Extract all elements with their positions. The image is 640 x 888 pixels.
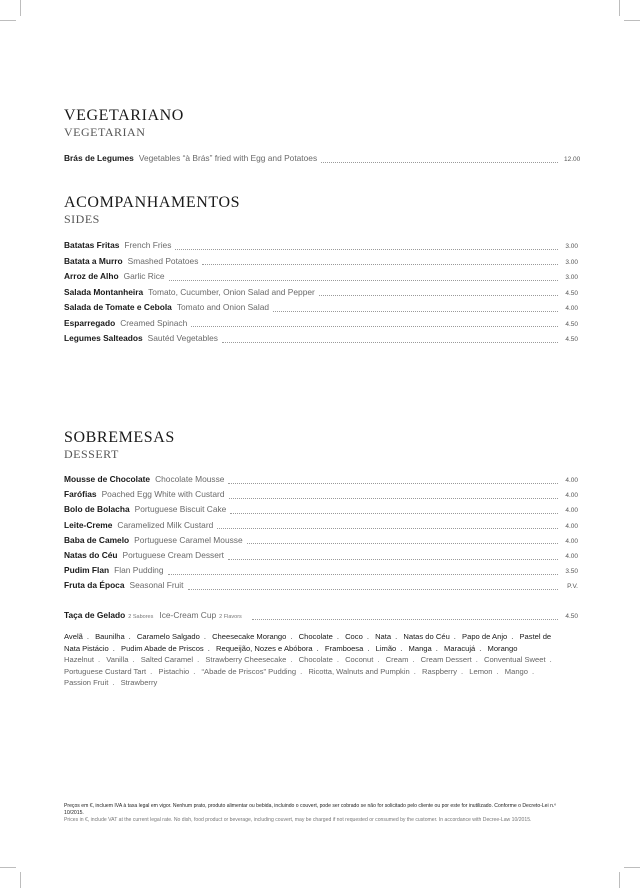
flavor-item: Ricotta, Walnuts and Pumpkin (308, 666, 410, 676)
crop-mark (20, 0, 21, 16)
flavor-item: Manga (408, 643, 432, 653)
item-name-en: Garlic Rice (123, 271, 165, 281)
menu-item (64, 489, 578, 501)
flavor-item: “Abade de Priscos” Pudding (201, 666, 297, 676)
item-name-pt: Arroz de Alho (64, 271, 119, 281)
item-name-en: Smashed Potatoes (127, 255, 199, 266)
flavor-separator: . (496, 666, 499, 676)
flavors-en (64, 654, 564, 689)
flavor-item: Chocolate (298, 655, 333, 665)
flavor-item: Cheesecake Morango (212, 632, 287, 641)
dot-leader (247, 537, 558, 544)
item-price: 4.50 (565, 613, 578, 620)
flavor-item: Salted Caramel (140, 655, 194, 665)
item-name-en: French Fries (124, 240, 172, 250)
item-name-en: Creamed Spinach (120, 317, 188, 328)
flavor-separator: . (532, 666, 535, 676)
flavor-separator: . (366, 632, 369, 641)
dot-leader (169, 274, 558, 281)
flavor-item: Morango (487, 643, 518, 653)
item-name-en: Chocolate Mousse (155, 474, 225, 484)
crop-mark (20, 872, 21, 888)
dot-leader (188, 583, 559, 590)
dot-leader (230, 507, 558, 514)
flavor-item: Strawberry (120, 678, 158, 688)
crop-mark (624, 20, 640, 21)
flavor-item: Pastel de Nata Pistácio (64, 632, 552, 653)
flavor-item: Papo de Anjo (462, 632, 508, 641)
item-price: 4.50 (565, 320, 578, 328)
flavor-item: Mango (504, 666, 528, 676)
menu-item (64, 333, 578, 345)
section-title: SOBREMESAS (64, 429, 175, 446)
flavor-separator: . (400, 643, 403, 653)
item-name-pt: Baba de Camelo (64, 534, 130, 545)
crop-mark (624, 867, 640, 868)
item-price: 3.50 (565, 568, 578, 576)
menu-item (64, 565, 578, 577)
menu-item-ice-cream-cup (64, 610, 578, 622)
menu-item (64, 474, 578, 486)
item-name-pt: Leite-Creme (64, 519, 113, 530)
flavor-item: Coco (345, 632, 363, 641)
flavor-separator: . (435, 643, 438, 653)
item-price: 4.00 (565, 305, 578, 312)
item-name-en: Portuguese Caramel Mousse (134, 534, 243, 545)
menu-item (64, 520, 578, 532)
dot-leader (191, 320, 558, 327)
dot-leader (168, 568, 559, 575)
flavor-item: Cream (385, 655, 409, 665)
item-name-pt: Brás de Legumes (64, 153, 134, 163)
flavor-separator: . (377, 655, 380, 665)
flavor-separator: . (112, 643, 115, 653)
item-name-pt: Legumes Salteados (64, 333, 143, 343)
flavor-separator: . (97, 655, 101, 665)
flavor-item: Limão (375, 643, 397, 653)
item-price: 3.00 (565, 274, 578, 281)
flavor-separator: . (112, 678, 115, 688)
dot-leader (175, 243, 558, 250)
flavor-separator: . (475, 655, 478, 665)
crop-mark (0, 867, 16, 868)
legal-note-en: Prices in €, include VAT at the current legal rate. No dish, food product or beverage, including couvert, may be charged if not requested or consumed by the customer. In accordance with Decree-Law 10/2015. (64, 817, 532, 823)
flavor-separator: . (86, 632, 89, 641)
flavor-item: Avelã (64, 632, 83, 641)
section-title: ACOMPANHAMENTOS (64, 194, 241, 211)
flavor-item: Natas do Céu (403, 632, 450, 641)
item-price: 4.00 (565, 477, 578, 484)
flavor-item: Portuguese Custard Tart (64, 666, 147, 676)
flavor-item: Strawberry Cheesecake (205, 655, 287, 665)
flavor-separator: . (461, 666, 464, 676)
dot-leader (321, 156, 558, 163)
flavor-separator: . (336, 632, 339, 641)
flavor-separator: . (453, 632, 456, 641)
item-price: 4.50 (565, 336, 578, 343)
dot-leader (217, 522, 558, 529)
crop-mark (619, 872, 620, 888)
flavor-separator: . (300, 666, 303, 676)
menu-item (64, 240, 578, 252)
item-name-en: Vegetables “à Brás” fried with Egg and Potatoes (138, 153, 318, 163)
dot-leader (229, 492, 559, 499)
flavor-item: Hazelnut (64, 655, 94, 665)
crop-mark (619, 0, 620, 16)
dot-leader (252, 613, 558, 620)
menu-item (64, 302, 578, 314)
dot-leader (273, 305, 558, 312)
flavor-separator: . (413, 666, 416, 676)
item-price: 4.00 (565, 492, 578, 500)
flavor-item: Framboesa (324, 643, 364, 653)
section-subtitle: VEGETARIAN (64, 125, 146, 139)
flavor-item: Baunilha (95, 632, 125, 641)
flavor-item: Raspberry (422, 666, 458, 676)
flavor-item: Pudim Abade de Priscos (121, 643, 204, 653)
flavor-separator: . (511, 632, 514, 641)
item-price: 3.00 (565, 243, 578, 250)
flavor-item: Maracujá (444, 643, 476, 653)
item-name-pt: Taça de Gelado (64, 610, 126, 620)
dot-leader (222, 336, 558, 343)
item-name-pt: Natas do Céu (64, 550, 118, 560)
flavor-separator: . (193, 666, 196, 676)
flavor-item: Lemon (469, 666, 493, 676)
flavor-item: Caramelo Salgado (136, 632, 200, 641)
menu-item (64, 550, 578, 562)
item-name-pt: Fruta da Época (64, 580, 125, 591)
flavor-item: Conventual Sweet (483, 655, 546, 665)
item-name-en: Poached Egg White with Custard (101, 489, 225, 500)
item-name-en: Portuguese Biscuit Cake (134, 504, 227, 515)
item-name-en: Caramelized Milk Custard (117, 519, 214, 530)
flavor-separator: . (132, 655, 135, 665)
flavor-separator: . (395, 632, 398, 641)
menu-item (64, 153, 581, 165)
menu-item (64, 504, 578, 516)
flavor-separator: . (549, 655, 552, 665)
item-name-pt: Bolo de Bolacha (64, 504, 130, 515)
dot-leader (319, 289, 558, 296)
item-note-pt: 2 Sabores (128, 614, 154, 620)
flavor-separator: . (197, 655, 200, 665)
section-vegetariano (64, 107, 581, 163)
section-sobremesas (64, 429, 578, 620)
item-name-pt: Mousse de Chocolate (64, 474, 151, 484)
menu-item (64, 271, 578, 283)
dot-leader (228, 553, 558, 560)
legal-footer (64, 803, 576, 824)
item-note-en: 2 Flavors (219, 614, 242, 620)
item-name-en: Tomato, Cucumber, Onion Salad and Pepper (148, 286, 315, 297)
flavor-item: Requeijão, Nozes e Abóbora (215, 643, 313, 653)
flavor-item: Vanilla (106, 655, 129, 665)
item-name-en: Sautéd Vegetables (147, 333, 218, 343)
item-price: 4.00 (565, 522, 578, 530)
item-name-en: Tomato and Onion Salad (176, 302, 270, 312)
menu-item (64, 580, 578, 592)
flavor-separator: . (203, 632, 206, 641)
flavor-separator: . (290, 655, 293, 665)
item-name-pt: Farófias (64, 489, 97, 500)
flavor-separator: . (150, 666, 153, 676)
item-price: 4.00 (565, 507, 578, 515)
item-name-en: Seasonal Fruit (129, 580, 184, 591)
item-name-en: Portuguese Cream Dessert (122, 550, 225, 560)
flavors-pt (64, 631, 564, 654)
item-name-pt: Salada Montanheira (64, 286, 144, 297)
dot-leader (228, 477, 558, 484)
flavor-item: Chocolate (298, 632, 333, 641)
menu-item (64, 287, 578, 299)
item-price: 4.00 (565, 553, 578, 560)
section-subtitle: SIDES (64, 212, 100, 226)
item-name-en: Flan Pudding (114, 565, 164, 576)
item-price: 4.00 (565, 537, 578, 545)
section-title: VEGETARIANO (64, 107, 184, 124)
item-name-pt: Salada de Tomate e Cebola (64, 302, 172, 312)
flavor-item: Cream Dessert (420, 655, 472, 665)
section-acompanhamentos (64, 194, 578, 343)
item-name-pt: Batata a Murro (64, 255, 123, 266)
flavor-separator: . (290, 632, 293, 641)
flavor-separator: . (367, 643, 370, 653)
flavor-separator: . (412, 655, 415, 665)
flavor-separator: . (128, 632, 131, 641)
flavor-item: Nata (375, 632, 392, 641)
section-subtitle: DESSERT (64, 447, 119, 461)
flavor-separator: . (316, 643, 319, 653)
menu-item (64, 256, 578, 268)
flavor-separator: . (207, 643, 210, 653)
flavor-item: Coconut (345, 655, 374, 665)
ice-cream-flavors (64, 631, 564, 689)
item-name-pt: Batatas Fritas (64, 240, 120, 250)
item-price: 3.00 (565, 258, 578, 266)
item-price: 4.50 (565, 289, 578, 297)
item-name-en: Ice-Cream Cup (159, 610, 217, 620)
flavor-separator: . (336, 655, 339, 665)
item-name-pt: Pudim Flan (64, 565, 110, 576)
menu-item (64, 318, 578, 330)
menu-item (64, 535, 578, 547)
dot-leader (202, 258, 558, 265)
crop-mark (0, 20, 16, 21)
legal-note-pt: Preços em €, incluem IVA à taxa legal em vigor. Nenhum prato, produto alimentar ou bebida, incluindo o couvert, pode ser cobrado se não for solicitado pelo cliente ou por este for inutilizado. Conforme o Decreto-Lei n.º 10/2015. (64, 803, 557, 816)
item-name-pt: Esparregado (64, 317, 116, 328)
item-price: 12.00 (564, 156, 581, 163)
flavor-item: Pistachio (158, 666, 190, 676)
flavor-item: Passion Fruit (64, 678, 109, 688)
flavor-separator: . (479, 643, 482, 653)
item-price: P.V. (567, 583, 578, 591)
